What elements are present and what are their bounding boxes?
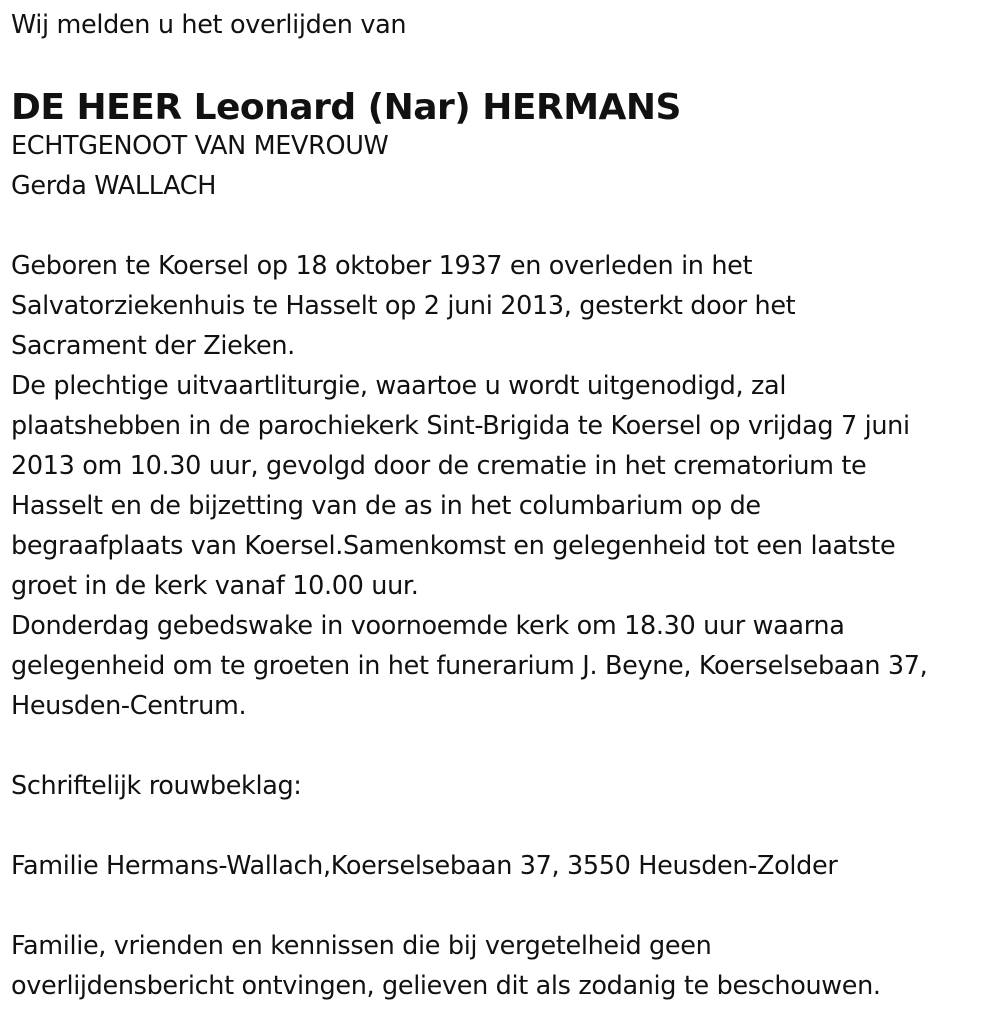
condolence-label: Schriftelijk rouwbeklag: (11, 771, 302, 801)
body-line: begraafplaats van Koersel.Samenkomst en gelegenheid tot een laatste (11, 531, 896, 561)
spouse-title: ECHTGENOOT VAN MEVROUW (11, 131, 389, 161)
spacer (11, 886, 996, 926)
closing-line: Familie, vrienden en kennissen die bij vergetelheid geen (11, 931, 712, 961)
intro-text: Wij melden u het overlijden van (11, 10, 407, 40)
death-notice (11, 0, 996, 1006)
spacer (11, 806, 996, 846)
spacer (11, 206, 996, 246)
body-line: De plechtige uitvaartliturgie, waartoe u wordt uitgenodigd, zal (11, 371, 787, 401)
body-line: 2013 om 10.30 uur, gevolgd door de crematie in het crematorium te (11, 451, 867, 481)
body-line: Hasselt en de bijzetting van de as in het columbarium op de (11, 491, 761, 521)
body-line: Geboren te Koersel op 18 oktober 1937 en overleden in het (11, 251, 753, 281)
spacer (11, 726, 996, 766)
body-line: Donderdag gebedswake in voornoemde kerk om 18.30 uur waarna (11, 611, 845, 641)
deceased-name: DE HEER Leonard (Nar) HERMANS (11, 87, 681, 128)
closing-line: overlijdensbericht ontvingen, gelieven dit als zodanig te beschouwen. (11, 971, 881, 1001)
body-line: Heusden-Centrum. (11, 691, 247, 721)
closing-paragraph (11, 926, 996, 1006)
body-line: gelegenheid om te groeten in het funerarium J. Beyne, Koerselsebaan 37, (11, 651, 928, 681)
body-line: Sacrament der Zieken. (11, 331, 295, 361)
body-line: Salvatorziekenhuis te Hasselt op 2 juni 2013, gesterkt door het (11, 291, 796, 321)
body-line: plaatshebben in de parochiekerk Sint-Brigida te Koersel op vrijdag 7 juni (11, 411, 910, 441)
body-line: groet in de kerk vanaf 10.00 uur. (11, 571, 419, 601)
family-address: Familie Hermans-Wallach,Koerselsebaan 37, 3550 Heusden-Zolder (11, 851, 838, 881)
spouse-name: Gerda WALLACH (11, 171, 217, 201)
body-paragraph (11, 246, 996, 726)
